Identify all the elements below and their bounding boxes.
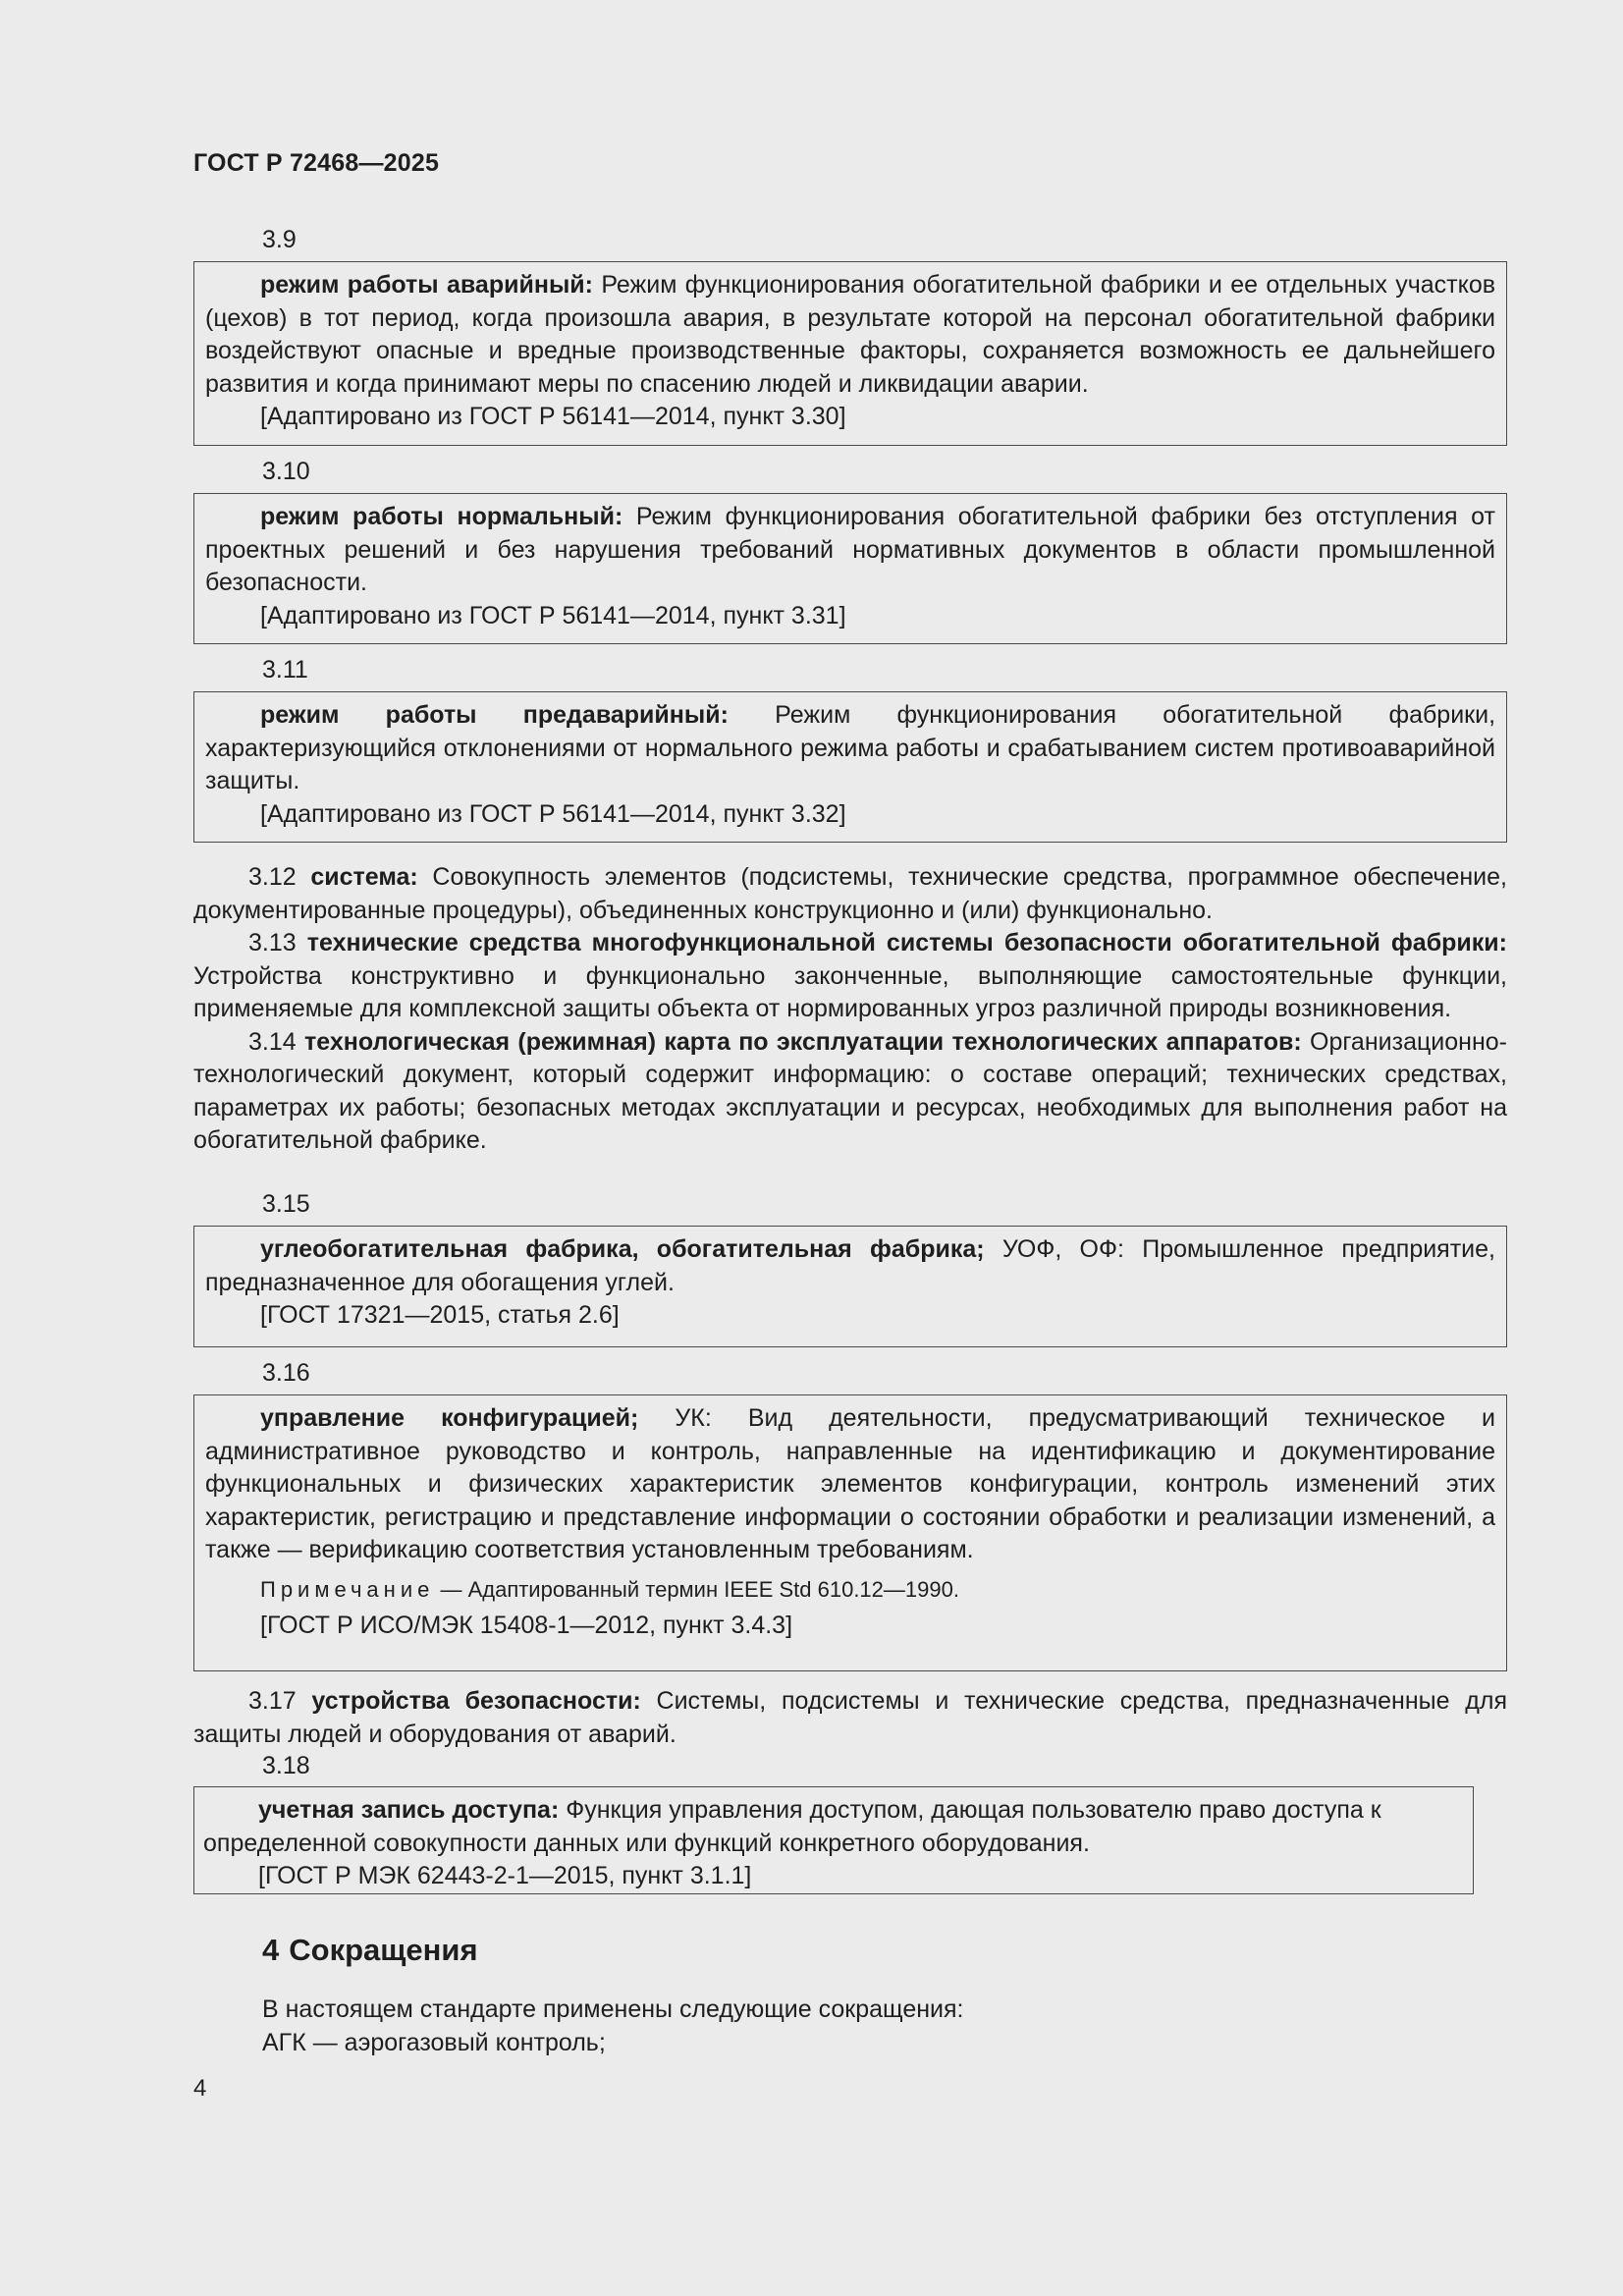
- definition-text: УК: Вид деятельности, предусматривающий техническое и административное руководство и контроль, направленные на идентификацию и документирование функциональных и физических характеристик элементов конфигурации, контроль изменений этих характеристик, регистрацию и представление информации о состоянии обработки и реализации изменений, а также — верификацию соответствия установленным требованиям.: [205, 1404, 1495, 1563]
- note: [205, 1573, 1495, 1606]
- term-box-3-15: [193, 1226, 1507, 1347]
- source-reference: [Адаптировано из ГОСТ Р 56141—2014, пункт 3.30]: [260, 403, 846, 430]
- term: устройства безопасности:: [311, 1687, 641, 1715]
- definitions-text-block: [193, 861, 1507, 1158]
- source-reference: [ГОСТ Р ИСО/МЭК 15408-1—2012, пункт 3.4.3]: [260, 1611, 793, 1639]
- definition-3-14: [193, 1026, 1507, 1158]
- definition: [205, 1402, 1495, 1567]
- note-text: — Адаптированный термин IEEE Std 610.12—1990.: [434, 1576, 959, 1602]
- term: режим работы нормальный:: [260, 503, 623, 530]
- term-box-3-10: [193, 493, 1507, 644]
- definition: [205, 1233, 1495, 1299]
- definition-text: Устройства конструктивно и функционально законченные, выполняющие самостоятельные функции, применяемые для комплексной защиты объекта от нормированных угроз различной природы возникновения.: [193, 961, 1507, 1022]
- definition-text: Режим функционирования обогатительной фабрики и ее отдельных участков (цехов) в тот период, когда произошла авария, в результате которой на персонал обогатительной фабрики воздействуют опасные и вредные производственные факторы, сохраняется возможность ее дальнейшего развития и когда принимают меры по спасению людей и ликвидации аварии.: [205, 271, 1496, 398]
- term: учетная запись доступа:: [258, 1796, 560, 1824]
- definition-text: Режим функционирования обогатительной фабрики, характеризующийся отклонениями от нормального режима работы и срабатыванием систем противоаварийной защиты.: [205, 701, 1496, 794]
- definitions-text-block-2: [193, 1685, 1507, 1751]
- entry-number: 3.15: [262, 1190, 310, 1218]
- entry-number: 3.14: [248, 1027, 297, 1056]
- entry-number: 3.18: [262, 1752, 310, 1779]
- section-heading: [262, 1933, 478, 1968]
- entry-number: 3.9: [262, 226, 297, 253]
- source-reference: [ГОСТ 17321—2015, статья 2.6]: [260, 1301, 620, 1329]
- entry-number: 3.12: [248, 863, 297, 891]
- definition-text: Режим функционирования обогатительной фабрики без отступления от проектных решений и без нарушения требований нормативных документов в области промышленной безопасности.: [205, 503, 1495, 596]
- term: режим работы предаварийный:: [260, 701, 729, 729]
- term-box-3-16: [193, 1394, 1507, 1671]
- page-header: ГОСТ Р 72468—2025: [193, 149, 440, 177]
- entry-number: 3.17: [248, 1687, 297, 1715]
- definition: [205, 501, 1495, 600]
- term-box-3-11: [193, 691, 1507, 843]
- entry-number: 3.16: [262, 1359, 310, 1387]
- term-box-3-9: [193, 261, 1507, 446]
- source-reference: [ГОСТ Р МЭК 62443-2-1—2015, пункт 3.1.1]: [258, 1862, 752, 1889]
- section-number: 4: [262, 1933, 280, 1967]
- abbreviation-item: АГК — аэрогазовый контроль;: [262, 2029, 606, 2056]
- definition-text: Функция управления доступом, дающая пользователю право доступа к определенной совокупности данных или функций конкретного оборудования.: [203, 1796, 1381, 1857]
- entry-number: 3.11: [262, 656, 308, 683]
- section-title: Сокращения: [289, 1933, 478, 1967]
- term: система:: [310, 863, 418, 891]
- page-number: 4: [193, 2075, 207, 2102]
- definition-text: УОФ, ОФ: Промышленное предприятие, предназначенное для обогащения углей.: [205, 1235, 1495, 1296]
- term: технические средства многофункциональной системы безопасности обогатительной фабрики:: [306, 929, 1507, 957]
- term: режим работы аварийный:: [260, 271, 593, 299]
- definition: [205, 269, 1495, 401]
- definition-3-13: [193, 927, 1507, 1026]
- term: технологическая (режимная) карта по эксплуатации технологических аппаратов:: [304, 1027, 1302, 1056]
- source-reference: [Адаптировано из ГОСТ Р 56141—2014, пункт 3.32]: [260, 799, 846, 828]
- term: углеобогатительная фабрика, обогатительная фабрика;: [260, 1235, 985, 1263]
- entry-number: 3.10: [262, 458, 310, 485]
- definition-3-12: [193, 861, 1507, 927]
- section-intro: В настоящем стандарте применены следующие сокращения:: [262, 1995, 964, 2023]
- definition-text: Организационно-технологический документ, который содержит информацию: о составе операций; технических средствах, параметрах их работы; безопасных методах эксплуатации и ресурсах, необходимых для выполнения работ на обогатительной фабрике.: [193, 1027, 1508, 1154]
- term: управление конфигурацией;: [260, 1404, 639, 1432]
- definition: [203, 1794, 1464, 1860]
- definition-text: Совокупность элементов (подсистемы, технические средства, программное обеспечение, документированные процедуры), объединенных конструкционно и (или) функционально.: [193, 863, 1507, 924]
- definition-3-17: [193, 1685, 1507, 1751]
- note-label: Примечание: [260, 1576, 435, 1602]
- definition: [205, 699, 1495, 798]
- source-reference: [Адаптировано из ГОСТ Р 56141—2014, пункт 3.31]: [260, 601, 846, 629]
- term-box-3-18: [193, 1786, 1474, 1894]
- entry-number: 3.13: [248, 929, 297, 957]
- definition-text: Системы, подсистемы и технические средства, предназначенные для защиты людей и оборудования от аварий.: [193, 1687, 1507, 1748]
